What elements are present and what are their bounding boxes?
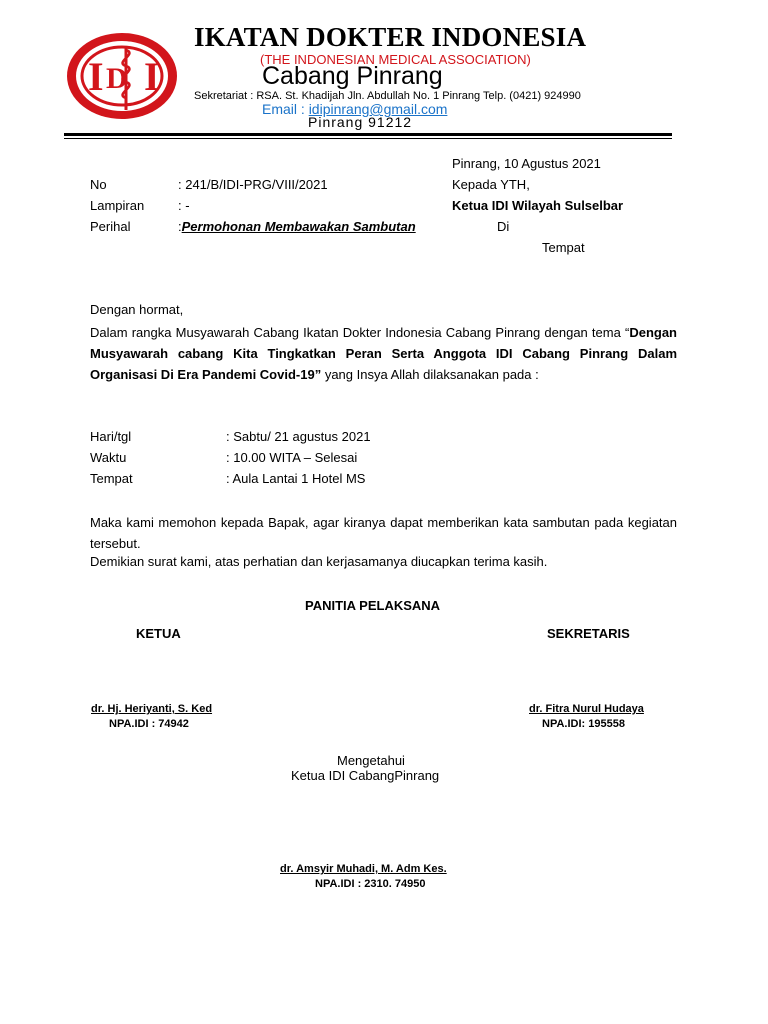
recipient-to: Kepada YTH, <box>452 177 530 192</box>
recipient-di: Di <box>497 219 510 234</box>
schedule-value-date: : Sabtu/ 21 agustus 2021 <box>226 429 371 444</box>
acknowledge-title: Ketua IDI CabangPinrang <box>291 768 440 783</box>
email-label: Email : <box>262 101 309 117</box>
intro-text-1: Dalam rangka Musyawarah Cabang Ikatan Dokter Indonesia Cabang Pinrang dengan tema “ <box>90 325 630 340</box>
header-rule-thick <box>64 133 672 136</box>
acknowledge-npa: NPA.IDI : 2310. 74950 <box>315 878 426 890</box>
intro-text-2: yang Insya Allah dilaksanakan pada : <box>321 367 539 382</box>
org-name: IKATAN DOKTER INDONESIA <box>194 22 587 52</box>
event-theme: Dengan Musyawarah cabang Kita Tingkatkan Peran Serta Anggota IDI Cabang Pinrang Dalam Organisasi Di Era Pandemi Covid-19” <box>90 325 677 382</box>
chair-title: KETUA <box>136 626 181 641</box>
place-date: Pinrang, 10 Agustus 2021 <box>452 156 601 171</box>
meta-value-lampiran: : - <box>178 198 190 213</box>
acknowledge-label: Mengetahui <box>337 753 405 768</box>
schedule-label-time: Waktu <box>90 450 127 465</box>
intro-paragraph <box>90 322 677 385</box>
meta-value-perihal <box>178 219 416 234</box>
schedule-label-place: Tempat <box>90 471 133 486</box>
svg-text:I: I <box>144 54 160 99</box>
schedule-value-place: : Aula Lantai 1 Hotel MS <box>226 471 366 486</box>
schedule-label-date: Hari/tgl <box>90 429 132 444</box>
perihal-subject: Permohonan Membawakan Sambutan <box>181 219 416 234</box>
recipient-name: Ketua IDI Wilayah Sulselbar <box>452 198 624 213</box>
header-rule-thin <box>64 138 672 139</box>
meta-label-no: No <box>90 177 107 192</box>
closing-paragraph: Maka kami memohon kepada Bapak, agar kiranya dapat memberikan kata sambutan pada kegiatan tersebut. <box>90 515 677 551</box>
chair-name: dr. Hj. Heriyanti, S. Ked <box>91 703 213 715</box>
secretary-name: dr. Fitra Nurul Hudaya <box>529 703 644 715</box>
recipient-place: Tempat <box>542 240 585 255</box>
city-zip: Pinrang 91212 <box>308 114 413 130</box>
svg-text:D: D <box>106 62 128 95</box>
perihal-colon: : <box>178 219 182 234</box>
chair-npa: NPA.IDI : 74942 <box>109 718 189 730</box>
secretary-npa: NPA.IDI: 195558 <box>542 718 625 730</box>
secretary-title: SEKRETARIS <box>547 626 630 641</box>
email-link[interactable]: idipinrang@gmail.com <box>308 101 448 117</box>
meta-label-perihal: Perihal <box>90 219 131 234</box>
schedule-value-time: : 10.00 WITA – Selesai <box>226 450 358 465</box>
greeting: Dengan hormat, <box>90 302 184 317</box>
acknowledge-name: dr. Amsyir Muhadi, M. Adm Kes. <box>280 863 447 875</box>
branch-name: Cabang Pinrang <box>262 62 443 90</box>
address: Sekretariat : RSA. St. Khadijah Jln. Abdullah No. 1 Pinrang Telp. (0421) 924990 <box>194 90 581 102</box>
org-subtitle: (THE INDONESIAN MEDICAL ASSOCIATION) <box>260 52 531 67</box>
svg-text:I: I <box>88 54 104 99</box>
committee-title: PANITIA PELAKSANA <box>305 598 441 613</box>
meta-label-lampiran: Lampiran <box>90 198 145 213</box>
closing-thanks: Demikian surat kami, atas perhatian dan kerjasamanya diucapkan terima kasih. <box>90 554 548 569</box>
idi-logo <box>64 30 180 122</box>
meta-value-no: : 241/B/IDI-PRG/VIII/2021 <box>178 177 328 192</box>
